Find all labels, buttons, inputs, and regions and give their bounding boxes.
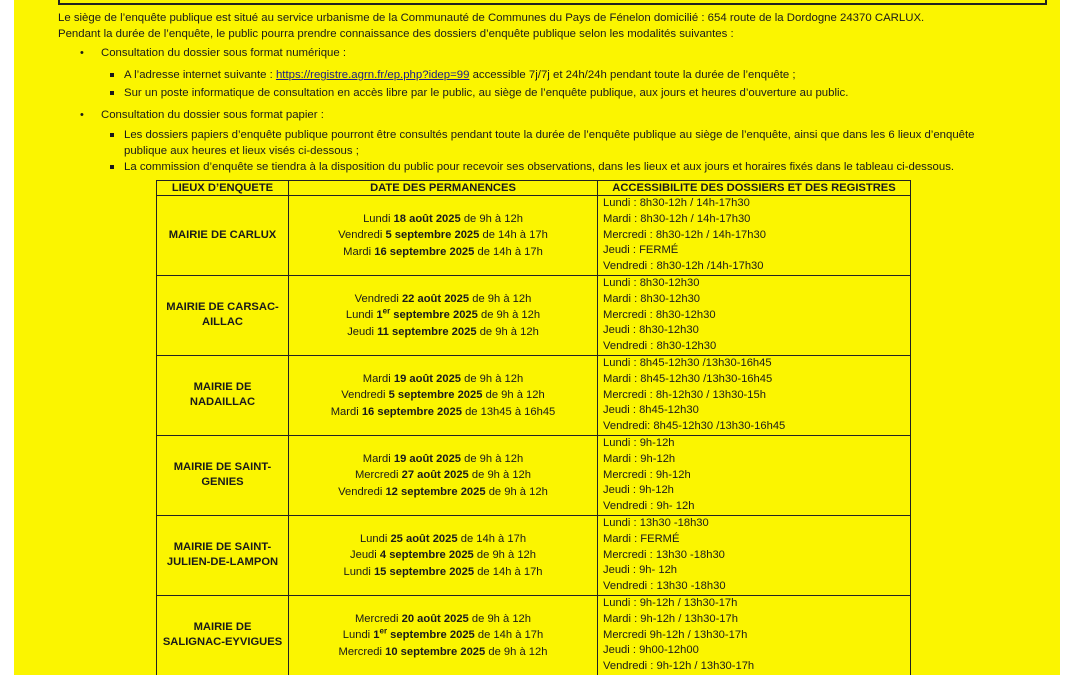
- permanence-date: [289, 531, 597, 547]
- permanence-date: [289, 564, 597, 580]
- header-accessibilite: ACCESSIBILITE DES DOSSIERS ET DES REGISTRES: [598, 181, 911, 196]
- permanence-date-value: 5 septembre 2025: [388, 389, 483, 402]
- opening-hours-line: Jeudi : 9h00-12h00: [603, 644, 699, 657]
- lieu-cell: MAIRIE DE CARLUX: [157, 196, 289, 276]
- opening-hours-line: Mardi : 8h45-12h30 /13h30-16h45: [603, 372, 773, 385]
- permanence-day: Lundi: [363, 213, 391, 226]
- opening-hours-line: Vendredi : 13h30 -18h30: [603, 580, 726, 593]
- permanence-day: Mardi: [362, 373, 391, 386]
- opening-hours-line: Mercredi : 8h30-12h / 14h-17h30: [603, 228, 766, 241]
- access-cell: [598, 595, 911, 675]
- opening-hours-line: Jeudi : 9h- 12h: [603, 564, 678, 577]
- numeric-consultation-title: • Consultation du dossier sous format numérique :: [101, 45, 346, 61]
- dates-cell: [289, 435, 598, 515]
- dates-cell: [289, 355, 598, 435]
- permanence-time: de 9h à 12h: [485, 389, 545, 402]
- opening-hours-line: Mercredi : 8h30-12h30: [603, 308, 716, 321]
- numeric-item-computer: [124, 85, 1054, 101]
- permanence-date: [289, 451, 597, 467]
- permanence-date: [289, 547, 597, 563]
- permanence-date: [289, 211, 597, 227]
- permanence-day: Lundi: [343, 565, 371, 578]
- access-cell: [598, 515, 911, 595]
- permanence-date-value: 1er septembre 2025: [376, 306, 478, 322]
- permanence-date: [289, 644, 597, 660]
- intro-line-2: Pendant la durée de l’enquête, le public pourra prendre connaissance des dossiers d’enquête publique selon les modalités suivantes :: [58, 28, 734, 40]
- opening-hours-line: Mercredi : 13h30 -18h30: [603, 548, 725, 561]
- permanence-time: de 9h à 12h: [480, 309, 541, 322]
- permanence-day: Mardi: [362, 453, 391, 466]
- table-row: [157, 275, 911, 355]
- access-cell: [598, 355, 911, 435]
- permanence-day: Jeudi: [350, 549, 377, 562]
- permanence-day: Vendredi: [338, 229, 383, 242]
- permanence-date-value: 10 septembre 2025: [385, 645, 486, 658]
- permanence-date-value: 16 septembre 2025: [361, 405, 462, 418]
- permanence-date: [289, 467, 597, 483]
- permanence-day: Mercredi: [354, 469, 399, 482]
- dates-cell: [289, 515, 598, 595]
- registre-link[interactable]: https://registre.agrn.fr/ep.php?idep=99: [275, 69, 470, 81]
- permanence-day: Mercredi: [354, 613, 399, 626]
- paper-item-commission: [124, 159, 1054, 175]
- opening-hours-line: Vendredi : 8h30-12h30: [603, 340, 717, 353]
- access-cell: [598, 275, 911, 355]
- permanence-day: Jeudi: [347, 325, 374, 338]
- permanence-time: de 14h à 17h: [477, 629, 544, 642]
- paper-item-files-line-2: publique aux heures et lieux visés ci-dessous ;: [124, 145, 359, 157]
- permanence-date: [289, 404, 597, 420]
- permanence-day: Lundi: [345, 309, 374, 322]
- table-row: [157, 595, 911, 675]
- lieu-cell: MAIRIE DE SAINT-GENIES: [157, 435, 289, 515]
- permanence-date: [289, 291, 597, 307]
- permanence-time: de 14h à 17h: [460, 533, 527, 546]
- dates-cell: [289, 196, 598, 276]
- opening-hours-line: Vendredi : 9h-12h / 13h30-17h: [603, 660, 755, 673]
- permanence-time: de 9h à 12h: [463, 213, 523, 226]
- paper-item-commission-text: La commission d’enquête se tiendra à la disposition du public pour recevoir ses observations, dans les lieux et aux jours et horaires fixés dans le tableau ci-dessous.: [124, 161, 955, 173]
- opening-hours-line: Mardi : 9h-12h / 13h30-17h: [603, 612, 738, 625]
- header-dates: DATE DES PERMANENCES: [289, 181, 598, 196]
- table-header-row: [157, 181, 911, 196]
- permanence-date-value: 22 août 2025: [401, 293, 470, 306]
- opening-hours-line: Vendredi : 8h30-12h /14h-17h30: [603, 260, 764, 273]
- permanence-date-value: 20 août 2025: [401, 613, 469, 626]
- table-row: [157, 515, 911, 595]
- numeric-item-web: [124, 67, 1054, 83]
- permanence-time: de 9h à 12h: [472, 293, 532, 306]
- square-bullet-icon: [110, 165, 114, 169]
- permanence-date: [289, 611, 597, 627]
- permanence-time: de 9h à 12h: [464, 453, 524, 466]
- permanence-date-value: 19 août 2025: [393, 373, 462, 386]
- opening-hours-line: Mercredi : 9h-12h: [603, 468, 691, 481]
- numeric-item-web-prefix: A l’adresse internet suivante :: [124, 69, 276, 81]
- opening-hours-line: Jeudi : 9h-12h: [603, 484, 674, 497]
- paper-item-files-line-1: Les dossiers papiers d’enquête publique pourront être consultés pendant toute la durée de l’enquête publique au siège de l’enquête, ainsi que dans les 6 lieux d’enquête: [124, 129, 975, 141]
- permanence-date-value: 16 septembre 2025: [374, 245, 475, 258]
- permanence-time: de 14h à 17h: [482, 229, 548, 242]
- header-lieux: LIEUX D’ENQUETE: [157, 181, 289, 196]
- access-cell: [598, 196, 911, 276]
- permanence-date-value: 11 septembre 2025: [377, 325, 477, 338]
- permanence-time: de 14h à 17h: [477, 565, 543, 578]
- permanence-date-value: 12 septembre 2025: [385, 485, 486, 498]
- permanence-date-value: 15 septembre 2025: [373, 565, 475, 578]
- permanence-day: Lundi: [359, 533, 388, 546]
- opening-hours-line: Lundi : 9h-12h: [603, 436, 675, 449]
- lieu-cell: MAIRIE DE NADAILLAC: [157, 355, 289, 435]
- opening-hours-line: Mardi : 8h30-12h30: [603, 292, 701, 305]
- intro-line-1: Le siège de l’enquête publique est situé au service urbanisme de la Communauté de Communes du Pays de Fénelon domicilié : 654 route de la Dordogne 24370 CARLUX.: [58, 12, 925, 24]
- opening-hours-line: Mardi : FERMÉ: [603, 532, 680, 545]
- permanence-day: Lundi: [342, 629, 371, 642]
- permanence-date: [289, 484, 597, 500]
- square-bullet-icon: [110, 133, 114, 137]
- permanence-time: de 13h45 à 16h45: [465, 405, 556, 418]
- permanence-time: de 9h à 12h: [488, 645, 548, 658]
- permanence-time: de 9h à 12h: [476, 549, 536, 562]
- opening-hours-line: Jeudi : FERMÉ: [603, 244, 679, 257]
- yellow-notice-sheet: [14, 0, 1060, 675]
- opening-hours-line: Mardi : 9h-12h: [603, 452, 676, 465]
- permanence-day: Mardi: [330, 405, 359, 418]
- numeric-item-computer-text: Sur un poste informatique de consultation en accès libre par le public, au siège de l’enquête publique, aux jours et heures d’ouverture au public.: [124, 87, 849, 99]
- permanence-time: de 14h à 17h: [477, 245, 543, 258]
- square-bullet-icon: [110, 73, 114, 77]
- opening-hours-line: Mardi : 8h30-12h / 14h-17h30: [603, 212, 751, 225]
- opening-hours-line: Lundi : 8h30-12h30: [603, 276, 700, 289]
- paper-item-files: [124, 127, 1054, 159]
- permanence-time: de 9h à 12h: [471, 469, 531, 482]
- permanence-date-value: 18 août 2025: [393, 213, 461, 226]
- permanence-day: Vendredi: [354, 293, 399, 306]
- opening-hours-line: Lundi : 8h30-12h / 14h-17h30: [603, 197, 750, 209]
- opening-hours-line: Lundi : 13h30 -18h30: [603, 516, 709, 529]
- permanence-date-value: 25 août 2025: [390, 533, 458, 546]
- permanence-day: Mercredi: [338, 645, 383, 658]
- lieu-cell: MAIRIE DE CARSAC-AILLAC: [157, 275, 289, 355]
- header-box-border: [58, 0, 1047, 5]
- table-row: [157, 196, 911, 276]
- permanence-date-value: 4 septembre 2025: [379, 549, 474, 562]
- lieu-cell: MAIRIE DE SAINT-JULIEN-DE-LAMPON: [157, 515, 289, 595]
- paper-consultation-title: • Consultation du dossier sous format papier :: [101, 107, 324, 123]
- permanence-date: [289, 307, 597, 323]
- lieu-cell: MAIRIE DE SALIGNAC-EYVIGUES: [157, 595, 289, 675]
- opening-hours-line: Lundi : 8h45-12h30 /13h30-16h45: [603, 356, 772, 369]
- opening-hours-line: Mercredi 9h-12h / 13h30-17h: [603, 628, 748, 641]
- permanence-date-value: 5 septembre 2025: [385, 229, 480, 242]
- opening-hours-line: Vendredi : 9h- 12h: [603, 500, 695, 513]
- square-bullet-icon: [110, 91, 114, 95]
- table-row: [157, 435, 911, 515]
- permanence-day: Vendredi: [338, 485, 383, 498]
- permanence-date: [289, 371, 597, 387]
- dates-cell: [289, 275, 598, 355]
- permanence-date-value: 27 août 2025: [401, 469, 469, 482]
- access-cell: [598, 435, 911, 515]
- opening-hours-line: Jeudi : 8h45-12h30: [603, 404, 699, 417]
- permanence-date: [289, 387, 597, 403]
- permanence-time: de 9h à 12h: [488, 485, 548, 498]
- permanences-table: [156, 180, 911, 675]
- numeric-item-web-suffix: accessible 7j/7j et 24h/24h pendant toute la durée de l’enquête ;: [469, 69, 796, 81]
- permanence-date: [289, 324, 597, 340]
- permanence-day: Mardi: [343, 245, 372, 258]
- opening-hours-line: Jeudi : 8h30-12h30: [603, 324, 699, 337]
- permanence-time: de 9h à 12h: [479, 325, 539, 338]
- permanence-day: Vendredi: [341, 389, 386, 402]
- permanence-date-value: 1er septembre 2025: [373, 626, 475, 642]
- permanence-time: de 9h à 12h: [464, 373, 524, 386]
- opening-hours-line: Mercredi : 8h-12h30 / 13h30-15h: [603, 388, 766, 401]
- opening-hours-line: Lundi : 9h-12h / 13h30-17h: [603, 596, 738, 609]
- permanence-date: [289, 244, 597, 260]
- permanence-date: [289, 627, 597, 643]
- opening-hours-line: Vendredi: 8h45-12h30 /13h30-16h45: [603, 420, 786, 433]
- permanence-time: de 9h à 12h: [471, 613, 531, 626]
- table-row: [157, 355, 911, 435]
- intro-text: [58, 10, 1048, 42]
- permanence-date-value: 19 août 2025: [393, 453, 462, 466]
- dates-cell: [289, 595, 598, 675]
- permanence-date: [289, 227, 597, 243]
